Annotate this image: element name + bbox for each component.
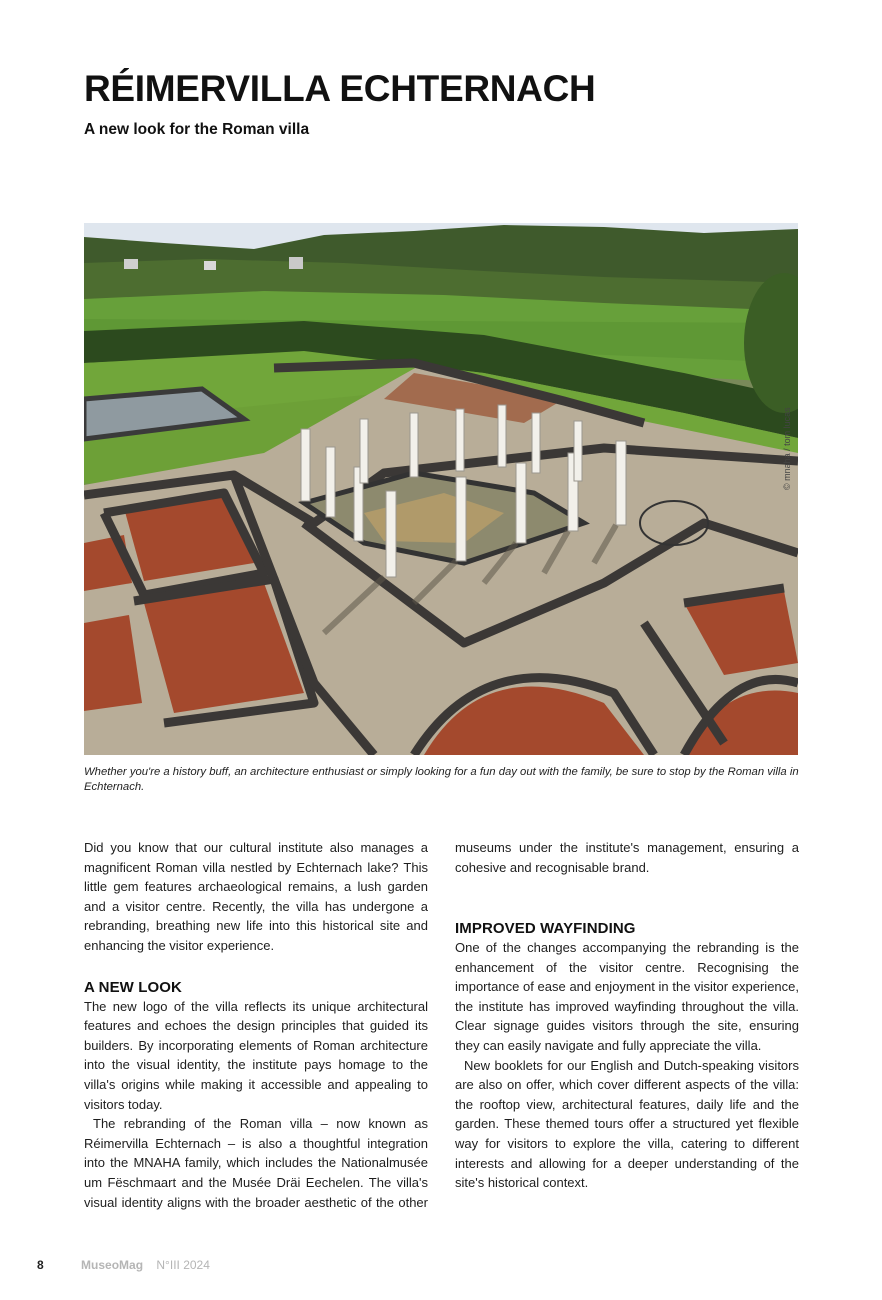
photo-caption: Whether you're a history buff, an architecture enthusiast or simply looking for a fun day out with the family, be sure to stop by the Roman villa in Echternach.	[84, 766, 799, 793]
article-column-right	[455, 838, 799, 1193]
new-look-paragraph-1: The new logo of the villa reflects its unique architectural features and echoes the design principles that guided its builders. By incorporating elements of Roman architecture into the visual identity, the institute pays homage to the villa's origins while making it accessible and appealing to visitors today.	[84, 998, 428, 1112]
continued-text: museums under the institute's management, ensuring a cohesive and recognisable brand.	[455, 839, 799, 875]
page-number: 8	[37, 1258, 44, 1272]
new-look-paragraph-2: The rebranding of the Roman villa – now known as Réimervilla Echternach – is also a thoughtful integration into the MNAHA family, which includes the Nationalmusée um Fëschmaart and the Musée Dräi Eechelen. The villa's visual identity aligns with the broader aesthetic of the other	[84, 1116, 428, 1210]
wayfinding-paragraph-1: One of the changes accompanying the rebranding is the enhancement of the visitor centre. Recognising the importance of ease and enjoyment in the visitor experience, the institute has improved wayfinding throughout the villa. Clear signage guides visitors through the site, ensuring they can easily navigate and fully appreciate the villa.	[455, 940, 799, 1053]
article-column-left	[84, 838, 428, 1212]
page-title: RÉIMERVILLA ECHTERNACH	[84, 68, 596, 109]
wayfinding-paragraph-2: New booklets for our English and Dutch-speaking visitors are also on offer, which cover different aspects of the villa: the rooftop view, architectural features, daily life and the garden. These themed tours offer a structured yet flexible way for visitors to explore the villa, catering to different interests and allowing for a deeper understanding of the site's historical context.	[455, 1057, 799, 1191]
magazine-name: MuseoMag	[81, 1258, 144, 1272]
section-heading-wayfinding: IMPROVED WAYFINDING	[455, 920, 636, 937]
new-look-paragraph-2-continued	[455, 838, 799, 897]
page-footer	[37, 1258, 210, 1272]
section-heading-new-look: A NEW LOOK	[84, 978, 182, 996]
photo-credit: © mnaha / tom lucas	[782, 407, 792, 490]
issue-label: N°III 2024	[156, 1258, 210, 1272]
villa-aerial-photo	[84, 223, 798, 755]
page-subtitle: A new look for the Roman villa	[84, 121, 310, 138]
intro-paragraph: Did you know that our cultural institute also manages a magnificent Roman villa nestled by Echternach lake? This little gem features archaeological remains, a lush garden and a visitor centre. Recently, the villa has undergone a rebranding, breathing new life into this historical site and enhancing the visitor experience.	[84, 840, 428, 953]
